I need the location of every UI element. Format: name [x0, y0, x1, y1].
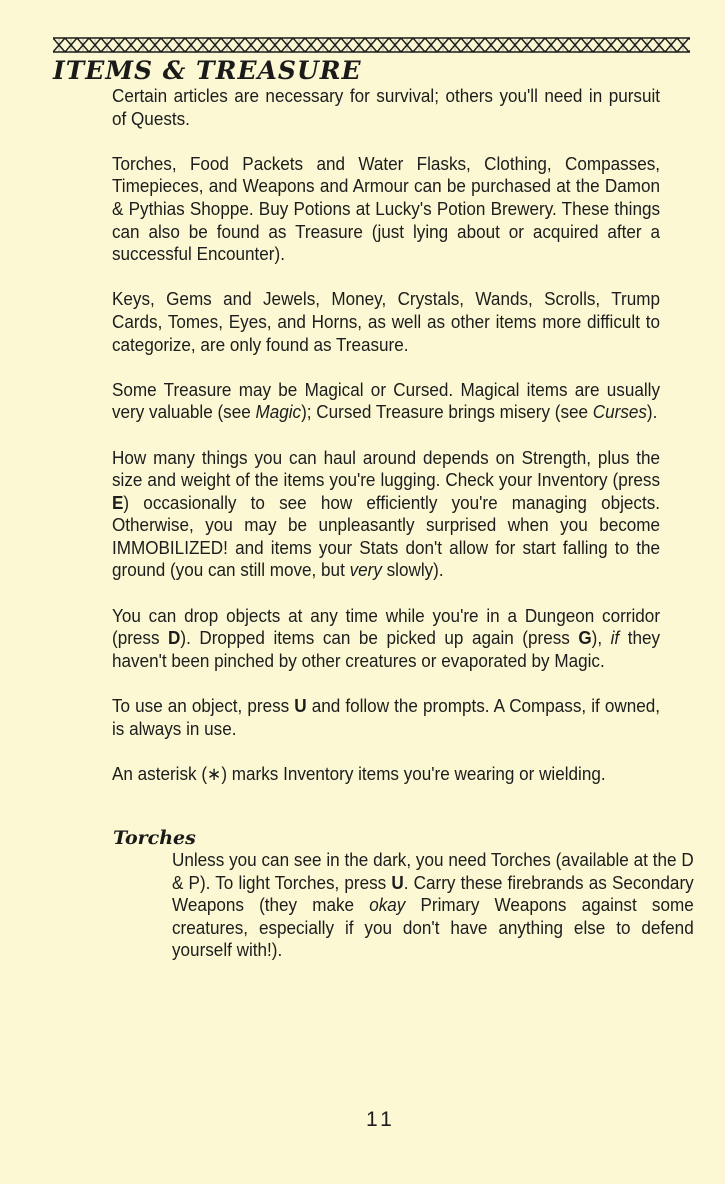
key-u-torches: U: [391, 872, 404, 893]
torches-heading: Torches: [113, 827, 196, 849]
emphasis-if: if: [610, 628, 620, 649]
section-title: ITEMS & TREASURE: [53, 56, 362, 85]
paragraph-torches: Unless you can see in the dark, you need Torches (available at the D & P). To light Torches, press U. Carry these firebrands as Secondary Weapons (they make okay Primary Weapons against some creatures, especially if you don't have anything else to defend yourself with!).: [172, 850, 694, 961]
paragraph-drop-objects: You can drop objects at any time while you're in a Dungeon corridor (press D). Dropped items can be picked up again (press G), if they haven't been pinched by other creatures or evaporated by Magic.: [112, 605, 661, 671]
key-d: D: [168, 628, 181, 649]
magic-reference: Magic: [255, 402, 302, 423]
paragraph-treasure-only: Keys, Gems and Jewels, Money, Crystals, Wands, Scrolls, Trump Cards, Tomes, Eyes, and Horns, as well as other items more difficult to categorize, are only found as Treasure.: [112, 289, 661, 355]
torches-text: [172, 849, 694, 962]
paragraph-purchase: Torches, Food Packets and Water Flasks, Clothing, Compasses, Timepieces, and Weapons and Armour can be purchased at the Damon & Pythias Shoppe. Buy Potions at Lucky's Potion Brewery. These things can also be found as Treasure (just lying about or acquired after a successful Encounter).: [112, 153, 661, 265]
paragraph-inventory: How many things you can haul around depends on Strength, plus the size and weight of the items you're lugging. Check your Inventory (press E) occasionally to see how efficiently you're managing objects. Otherwise, you may be unpleasantly surprised when you become IMMOBILIZED! and items your Stats don't allow for start falling to the ground (you can still move, but very slowly).: [112, 447, 661, 581]
emphasis-okay: okay: [369, 895, 406, 916]
key-g: G: [578, 628, 592, 649]
paragraph-magical-cursed: Some Treasure may be Magical or Cursed. Magical items are usually very valuable (see Magic); Cursed Treasure brings misery (see Curses).: [112, 379, 661, 423]
emphasis-very: very: [349, 560, 382, 581]
celtic-knot-border: [53, 34, 690, 56]
paragraph-survival: Certain articles are necessary for survival; others you'll need in pursuit of Quests.: [112, 86, 661, 129]
key-u: U: [294, 696, 307, 717]
key-e: E: [112, 492, 124, 513]
page-number: 11: [366, 1108, 396, 1131]
paragraph-asterisk: An asterisk (∗) marks Inventory items you're wearing or wielding.: [112, 763, 606, 784]
paragraph-use-object: To use an object, press U and follow the prompts. A Compass, if owned, is always in use.: [112, 696, 661, 739]
body-text: [112, 85, 660, 808]
curses-reference: Curses: [592, 402, 647, 423]
